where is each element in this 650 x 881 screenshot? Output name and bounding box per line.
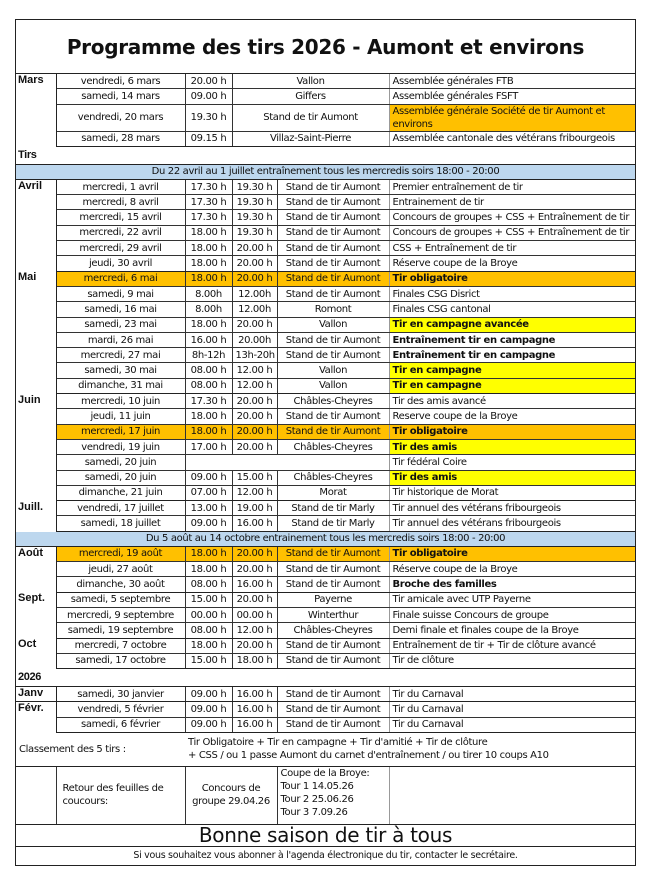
event-row <box>16 179 635 194</box>
event-description: Tir des amis <box>389 470 635 485</box>
event-start-time: 18.00 h <box>185 409 232 424</box>
training-band-text: Du 5 août au 14 octobre entrainement tous les mercredis soirs 18:00 - 20:00 <box>16 531 635 546</box>
event-end-time: 12.00 h <box>232 378 277 393</box>
event-description: Tir des amis <box>389 439 635 454</box>
event-place: Stand de tir Aumont <box>277 562 389 577</box>
event-description: Tir obligatoire <box>389 546 635 561</box>
event-start-time: 18.00 h <box>185 225 232 240</box>
event-date: samedi, 19 septembre <box>56 623 185 638</box>
event-end-time: 19.00 h <box>232 501 277 516</box>
event-end-time: 12.00 h <box>232 623 277 638</box>
event-end-time: 16.00 h <box>232 577 277 592</box>
event-row <box>16 104 635 131</box>
event-place: Stand de tir Aumont <box>277 424 389 439</box>
event-description: Entraînement de tir + Tir de clôture avancé <box>389 638 635 653</box>
event-place: Châbles-Cheyres <box>277 470 389 485</box>
event-time: 09.00 h <box>185 89 232 104</box>
event-place: Stand de tir Aumont <box>277 577 389 592</box>
event-row <box>16 210 635 225</box>
event-place: Vallon <box>277 378 389 393</box>
event-start-time: 08.00 h <box>185 623 232 638</box>
event-place: Romont <box>277 302 389 317</box>
event-end-time: 12.00 h <box>232 363 277 378</box>
month-label: Août <box>16 546 56 592</box>
month-label: Mars <box>16 74 56 146</box>
event-end-time: 20.00 h <box>232 439 277 454</box>
event-row <box>16 516 635 531</box>
event-row <box>16 638 635 653</box>
event-description: Concours de groupes + CSS + Entraînement de tir <box>389 210 635 225</box>
month-label: Févr. <box>16 702 56 733</box>
event-row <box>16 717 635 732</box>
event-place: Vallon <box>277 363 389 378</box>
event-row <box>16 562 635 577</box>
event-start-time: 08.00 h <box>185 577 232 592</box>
event-description: CSS + Entraînement de tir <box>389 241 635 256</box>
event-description: Finales CSG Disrict <box>389 286 635 301</box>
event-date: samedi, 14 mars <box>56 89 185 104</box>
event-description: Assemblée générales FSFT <box>389 89 635 104</box>
event-date: samedi, 18 juillet <box>56 516 185 531</box>
coupe-broye-tour: Tour 3 7.09.26 <box>280 806 348 818</box>
section-label: Tirs <box>16 146 635 164</box>
event-date: samedi, 9 mai <box>56 286 185 301</box>
schedule-table <box>16 74 635 825</box>
event-end-time: 20.00 h <box>232 241 277 256</box>
event-end-time: 13h-20h <box>232 348 277 363</box>
classement-row <box>16 732 635 766</box>
event-date: mercredi, 15 avril <box>56 210 185 225</box>
event-date: samedi, 20 juin <box>56 455 185 470</box>
event-row <box>16 302 635 317</box>
event-description: Tir obligatoire <box>389 424 635 439</box>
event-description: Tir amicale avec UTP Payerne <box>389 592 635 607</box>
event-start-time: 09.00 h <box>185 702 232 717</box>
event-end-time: 19.30 h <box>232 195 277 210</box>
event-row <box>16 131 635 146</box>
event-end-time: 20.00h <box>232 332 277 347</box>
event-description: Tir fédéral Coire <box>389 455 635 470</box>
event-row <box>16 332 635 347</box>
event-end-time: 15.00 h <box>232 470 277 485</box>
event-place: Châbles-Cheyres <box>277 623 389 638</box>
footer-note: Si vous souhaitez vous abonner à l'agenda électronique du tir, contacter le secrétaire. <box>133 849 518 861</box>
event-place: Stand de tir Aumont <box>277 241 389 256</box>
event-start-time: 8.00h <box>185 286 232 301</box>
closing-message: Bonne saison de tir à tous <box>16 825 635 847</box>
event-start-time: 08.00 h <box>185 363 232 378</box>
event-date: mercredi, 17 juin <box>56 424 185 439</box>
event-date: samedi, 23 mai <box>56 317 185 332</box>
event-date: jeudi, 27 août <box>56 562 185 577</box>
event-start-time: 17.00 h <box>185 439 232 454</box>
event-row <box>16 485 635 500</box>
event-date: vendredi, 6 mars <box>56 74 185 89</box>
event-place: Stand de tir Aumont <box>277 286 389 301</box>
event-place: Stand de tir Aumont <box>277 348 389 363</box>
event-date: samedi, 5 septembre <box>56 592 185 607</box>
event-end-time: 20.00 h <box>232 256 277 271</box>
event-date: vendredi, 19 juin <box>56 439 185 454</box>
event-row <box>16 256 635 271</box>
event-place: Stand de tir Aumont <box>277 210 389 225</box>
event-place: Stand de tir Aumont <box>277 687 389 702</box>
event-row <box>16 317 635 332</box>
event-description: Finale suisse Concours de groupe <box>389 607 635 622</box>
event-place: Stand de tir Marly <box>277 501 389 516</box>
event-description: Entraînement tir en campagne <box>389 348 635 363</box>
month-label: Juill. <box>16 501 56 532</box>
section-tirs <box>16 146 635 164</box>
event-description: Entraînement tir en campagne <box>389 332 635 347</box>
event-row <box>16 348 635 363</box>
event-end-time: 19.30 h <box>232 210 277 225</box>
event-date: samedi, 30 mai <box>56 363 185 378</box>
section-label: 2026 <box>16 669 635 687</box>
event-row <box>16 74 635 89</box>
event-description: Tir des amis avancé <box>389 394 635 409</box>
event-date: samedi, 16 mai <box>56 302 185 317</box>
event-end-time: 12.00h <box>232 302 277 317</box>
event-row <box>16 241 635 256</box>
event-start-time: 18.00 h <box>185 317 232 332</box>
event-start-time: 17.30 h <box>185 394 232 409</box>
event-place: Stand de tir Aumont <box>277 225 389 240</box>
event-place: Châbles-Cheyres <box>277 394 389 409</box>
event-description: Premier entraînement de tir <box>389 179 635 194</box>
event-start-time: 18.00 h <box>185 638 232 653</box>
event-end-time: 00.00 h <box>232 607 277 622</box>
event-row <box>16 378 635 393</box>
event-end-time: 20.00 h <box>232 409 277 424</box>
event-start-time: 18.00 h <box>185 424 232 439</box>
event-end-time: 19.30 h <box>232 179 277 194</box>
event-description: Tir de clôture <box>389 653 635 668</box>
classement-rules <box>185 732 635 766</box>
event-start-time: 18.00 h <box>185 241 232 256</box>
event-description: Tir annuel des vétérans fribourgeois <box>389 501 635 516</box>
event-start-time: 15.00 h <box>185 653 232 668</box>
event-place: Stand de tir Aumont <box>277 271 389 286</box>
event-row <box>16 394 635 409</box>
event-description: Assemblée générale Société de tir Aumont et environs <box>389 104 635 131</box>
event-description: Reserve coupe de la Broye <box>389 409 635 424</box>
empty-time-place <box>185 455 389 470</box>
event-end-time: 16.00 h <box>232 717 277 732</box>
event-start-time: 08.00 h <box>185 378 232 393</box>
month-label: Sept. <box>16 592 56 638</box>
event-time: 20.00 h <box>185 74 232 89</box>
classement-line-2: + CSS / ou 1 passe Aumont du carnet d'entraînement / ou tirer 10 coups A10 <box>188 750 549 762</box>
event-date: dimanche, 30 août <box>56 577 185 592</box>
event-date: jeudi, 30 avril <box>56 256 185 271</box>
event-start-time: 00.00 h <box>185 607 232 622</box>
event-time: 09.15 h <box>185 131 232 146</box>
event-place: Stand de tir Aumont <box>232 104 389 131</box>
training-band-autumn <box>16 531 635 546</box>
event-start-time: 8.00h <box>185 302 232 317</box>
event-start-time: 16.00 h <box>185 332 232 347</box>
event-place: Villaz-Saint-Pierre <box>232 131 389 146</box>
event-row <box>16 653 635 668</box>
coupe-broye-title: Coupe de la Broye: <box>280 767 370 779</box>
training-band-text: Du 22 avril au 1 juillet entraînement tous les mercredis soirs 18:00 - 20:00 <box>16 164 635 179</box>
coupe-broye-dates <box>277 766 389 824</box>
event-start-time: 18.00 h <box>185 256 232 271</box>
event-place: Châbles-Cheyres <box>277 439 389 454</box>
event-place: Payerne <box>277 592 389 607</box>
event-start-time: 09.00 h <box>185 687 232 702</box>
event-place: Stand de tir Aumont <box>277 195 389 210</box>
event-start-time: 07.00 h <box>185 485 232 500</box>
event-end-time: 20.00 h <box>232 317 277 332</box>
event-place: Stand de tir Aumont <box>277 638 389 653</box>
event-place: Winterthur <box>277 607 389 622</box>
event-time: 19.30 h <box>185 104 232 131</box>
month-label: Juin <box>16 394 56 501</box>
event-end-time: 12.00 h <box>232 485 277 500</box>
event-description: Tir obligatoire <box>389 271 635 286</box>
page-title: Programme des tirs 2026 - Aumont et environs <box>16 20 635 74</box>
event-description: Tir historique de Morat <box>389 485 635 500</box>
event-row <box>16 409 635 424</box>
event-description: Réserve coupe de la Broye <box>389 256 635 271</box>
event-description: Tir annuel des vétérans fribourgeois <box>389 516 635 531</box>
event-description: Tir en campagne <box>389 378 635 393</box>
event-row <box>16 286 635 301</box>
event-end-time: 18.00 h <box>232 653 277 668</box>
event-date: mercredi, 10 juin <box>56 394 185 409</box>
event-date: vendredi, 17 juillet <box>56 501 185 516</box>
retour-label: Retour des feuilles de coucours: <box>56 766 185 824</box>
event-date: mercredi, 7 octobre <box>56 638 185 653</box>
retour-row <box>16 766 635 824</box>
event-description: Demi finale et finales coupe de la Broye <box>389 623 635 638</box>
event-description: Entrainement de tir <box>389 195 635 210</box>
event-end-time: 12.00h <box>232 286 277 301</box>
month-label: Janv <box>16 687 56 702</box>
training-band-spring <box>16 164 635 179</box>
event-date: vendredi, 5 février <box>56 702 185 717</box>
event-description: Tir du Carnaval <box>389 717 635 732</box>
event-end-time: 16.00 h <box>232 516 277 531</box>
event-row <box>16 439 635 454</box>
event-row <box>16 607 635 622</box>
event-place: Morat <box>277 485 389 500</box>
event-start-time: 09.00 h <box>185 470 232 485</box>
event-start-time: 09.00 h <box>185 717 232 732</box>
event-place: Giffers <box>232 89 389 104</box>
event-date: mercredi, 29 avril <box>56 241 185 256</box>
event-description: Assemblée générales FTB <box>389 74 635 89</box>
coupe-broye-tour: Tour 2 25.06.26 <box>280 793 354 805</box>
event-description: Tir en campagne <box>389 363 635 378</box>
event-row <box>16 195 635 210</box>
event-row <box>16 271 635 286</box>
event-date: jeudi, 11 juin <box>56 409 185 424</box>
event-end-time: 20.00 h <box>232 546 277 561</box>
event-date: mardi, 26 mai <box>56 332 185 347</box>
event-row <box>16 89 635 104</box>
section-2026 <box>16 669 635 687</box>
event-date: mercredi, 6 mai <box>56 271 185 286</box>
event-end-time: 20.00 h <box>232 562 277 577</box>
event-date: mercredi, 27 mai <box>56 348 185 363</box>
event-place: Stand de tir Aumont <box>277 653 389 668</box>
event-description: Tir du Carnaval <box>389 687 635 702</box>
event-date: dimanche, 31 mai <box>56 378 185 393</box>
event-date: vendredi, 20 mars <box>56 104 185 131</box>
event-row <box>16 623 635 638</box>
classement-label: Classement des 5 tirs : <box>16 732 185 766</box>
event-row <box>16 501 635 516</box>
event-end-time: 20.00 h <box>232 592 277 607</box>
event-row <box>16 225 635 240</box>
event-date: samedi, 28 mars <box>56 131 185 146</box>
event-start-time: 18.00 h <box>185 546 232 561</box>
retour-spacer <box>16 766 56 824</box>
event-description: Broche des familles <box>389 577 635 592</box>
event-place: Stand de tir Aumont <box>277 717 389 732</box>
concours-groupe-date: Concours de groupe 29.04.26 <box>185 766 277 824</box>
event-place: Vallon <box>277 317 389 332</box>
event-row <box>16 687 635 702</box>
event-date: samedi, 6 février <box>56 717 185 732</box>
event-end-time: 20.00 h <box>232 271 277 286</box>
coupe-broye-tour: Tour 1 14.05.26 <box>280 780 354 792</box>
event-end-time: 19.30 h <box>232 225 277 240</box>
event-date: mercredi, 9 septembre <box>56 607 185 622</box>
event-place: Stand de tir Aumont <box>277 702 389 717</box>
event-start-time: 17.30 h <box>185 210 232 225</box>
event-description: Finales CSG cantonal <box>389 302 635 317</box>
event-start-time: 13.00 h <box>185 501 232 516</box>
event-place: Stand de tir Marly <box>277 516 389 531</box>
event-date: mercredi, 19 août <box>56 546 185 561</box>
event-date: samedi, 17 octobre <box>56 653 185 668</box>
event-date: dimanche, 21 juin <box>56 485 185 500</box>
event-start-time: 18.00 h <box>185 271 232 286</box>
event-place: Stand de tir Aumont <box>277 179 389 194</box>
event-place: Stand de tir Aumont <box>277 332 389 347</box>
event-place: Stand de tir Aumont <box>277 546 389 561</box>
event-start-time: 18.00 h <box>185 562 232 577</box>
event-description: Réserve coupe de la Broye <box>389 562 635 577</box>
event-description: Concours de groupes + CSS + Entraînement de tir <box>389 225 635 240</box>
event-date: samedi, 20 juin <box>56 470 185 485</box>
event-date: mercredi, 22 avril <box>56 225 185 240</box>
event-description: Assemblée cantonale des vétérans fribourgeois <box>389 131 635 146</box>
classement-line-1: Tir Obligatoire + Tir en campagne + Tir d'amitié + Tir de clôture <box>188 737 488 749</box>
event-start-time: 17.30 h <box>185 179 232 194</box>
event-start-time: 17.30 h <box>185 195 232 210</box>
event-place: Vallon <box>232 74 389 89</box>
event-end-time: 20.00 h <box>232 394 277 409</box>
month-label: Oct <box>16 638 56 669</box>
event-row <box>16 363 635 378</box>
schedule-sheet <box>15 19 636 866</box>
event-row <box>16 546 635 561</box>
event-row <box>16 577 635 592</box>
event-row <box>16 470 635 485</box>
event-row <box>16 592 635 607</box>
event-start-time: 8h-12h <box>185 348 232 363</box>
month-label: Avril <box>16 179 56 271</box>
event-end-time: 20.00 h <box>232 424 277 439</box>
event-row <box>16 455 635 470</box>
event-date: mercredi, 1 avril <box>56 179 185 194</box>
event-end-time: 16.00 h <box>232 702 277 717</box>
event-row <box>16 702 635 717</box>
event-date: mercredi, 8 avril <box>56 195 185 210</box>
event-place: Stand de tir Aumont <box>277 256 389 271</box>
event-start-time: 09.00 h <box>185 516 232 531</box>
retour-empty <box>389 766 635 824</box>
month-label: Mai <box>16 271 56 393</box>
event-description: Tir en campagne avancée <box>389 317 635 332</box>
event-description: Tir du Carnaval <box>389 702 635 717</box>
event-date: samedi, 30 janvier <box>56 687 185 702</box>
event-end-time: 16.00 h <box>232 687 277 702</box>
event-end-time: 20.00 h <box>232 638 277 653</box>
event-start-time: 15.00 h <box>185 592 232 607</box>
event-row <box>16 424 635 439</box>
event-place: Stand de tir Aumont <box>277 409 389 424</box>
